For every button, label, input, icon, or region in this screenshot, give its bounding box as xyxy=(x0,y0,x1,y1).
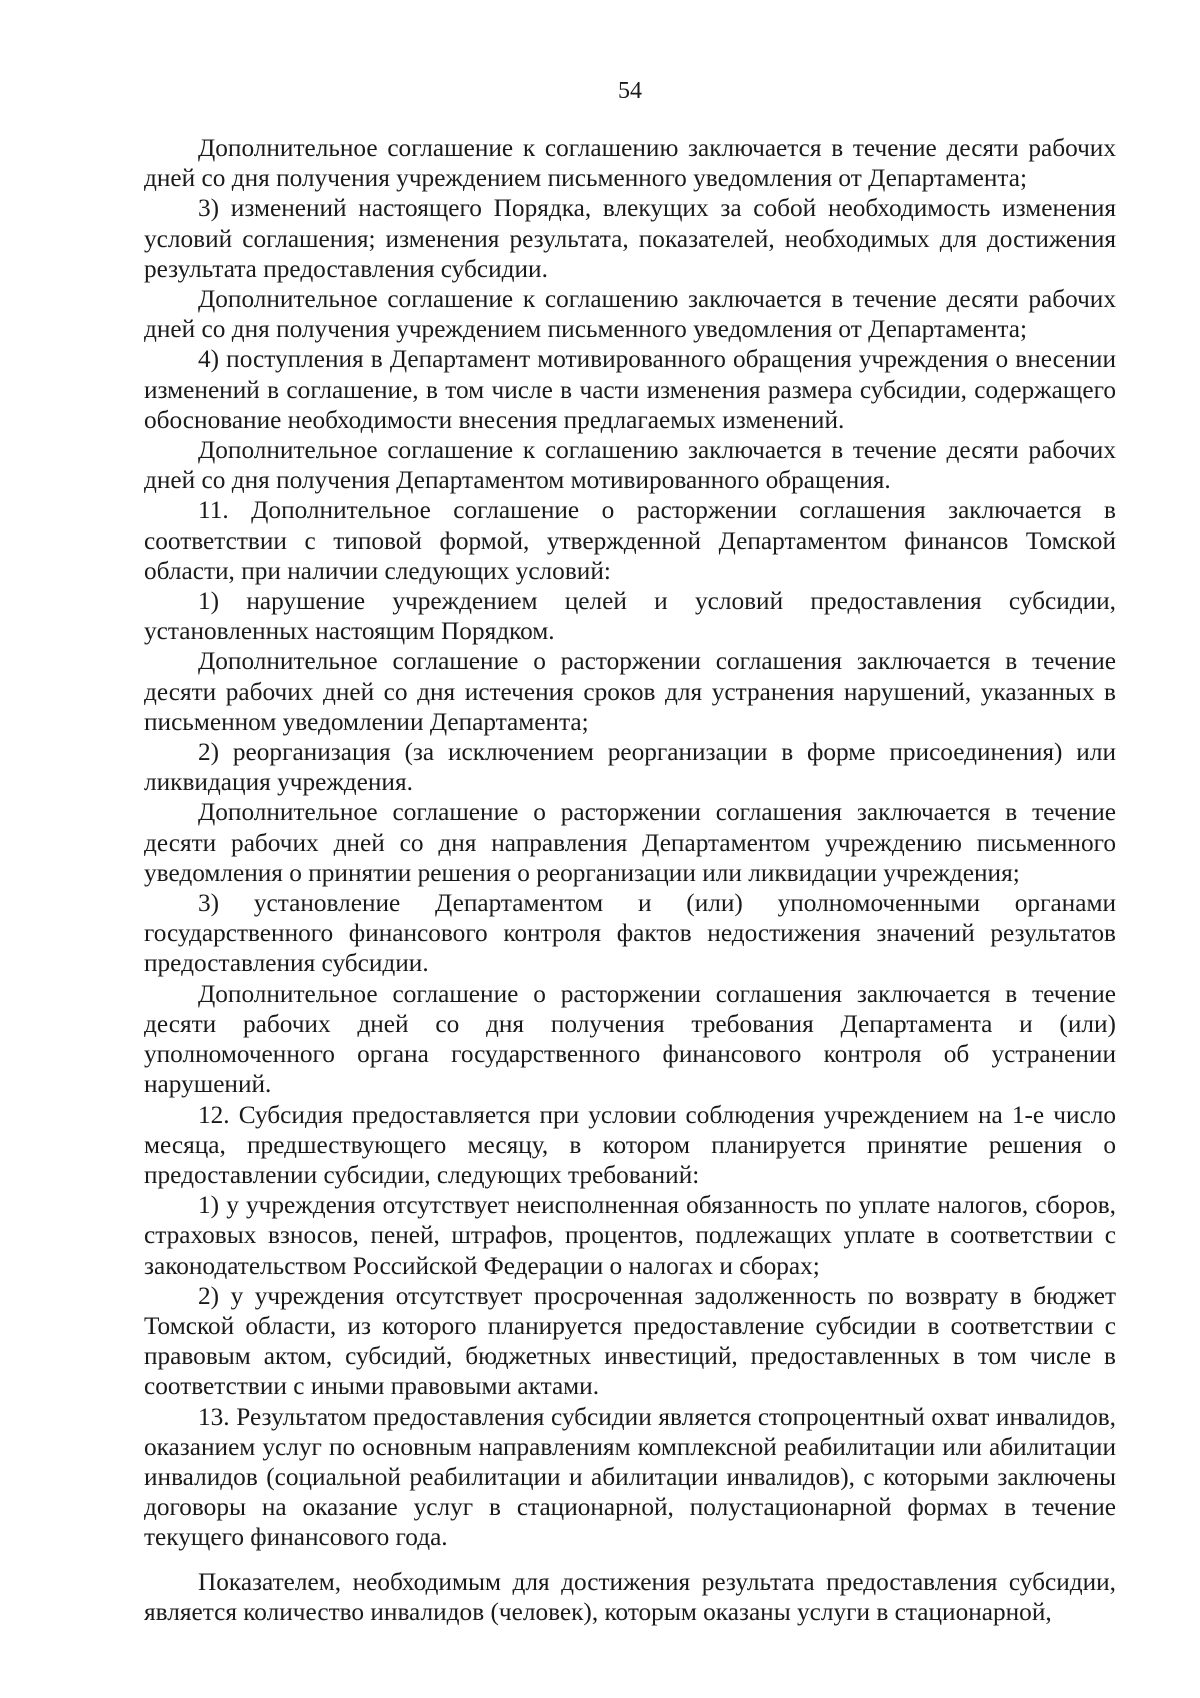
paragraph: 12. Субсидия предоставляется при условии соблюдения учреждением на 1-е число месяца, предшествующего месяцу, в котором планируется принятие решения о предоставлении субсидии, следующих требований: xyxy=(144,1100,1116,1189)
document-body xyxy=(144,133,1116,1627)
paragraph: Дополнительное соглашение к соглашению заключается в течение десяти рабочих дней со дня получения учреждением письменного уведомления от Департамента; xyxy=(144,134,1116,193)
paragraph: 1) нарушение учреждением целей и условий предоставления субсидии, установленных настоящим Порядком. xyxy=(144,587,1116,646)
paragraph: 11. Дополнительное соглашение о расторжении соглашения заключается в соответствии с типовой формой, утвержденной Департаментом финансов Томской области, при наличии следующих условий: xyxy=(144,496,1116,585)
paragraph: 4) поступления в Департамент мотивированного обращения учреждения о внесении изменений в соглашение, в том числе в части изменения размера субсидии, содержащего обоснование необходимости внесения предлагаемых изменений. xyxy=(144,345,1116,434)
paragraph: 13. Результатом предоставления субсидии является стопроцентный охват инвалидов, оказанием услуг по основным направлениям комплексной реабилитации или абилитации инвалидов (социальной реабилитации и абилитации инвалидов), с которыми заключены договоры на оказание услуг в стационарной, полустационарной формах в течение текущего финансового года. xyxy=(144,1402,1116,1552)
paragraph: Дополнительное соглашение к соглашению заключается в течение десяти рабочих дней со дня получения Департаментом мотивированного обращения. xyxy=(144,436,1116,495)
page-number: 54 xyxy=(618,78,642,104)
paragraph: 3) установление Департаментом и (или) уполномоченными органами государственного финансового контроля фактов недостижения значений результатов предоставления субсидии. xyxy=(144,889,1116,978)
paragraph: Дополнительное соглашение к соглашению заключается в течение десяти рабочих дней со дня получения учреждением письменного уведомления от Департамента; xyxy=(144,285,1116,344)
paragraph: 2) у учреждения отсутствует просроченная задолженность по возврату в бюджет Томской области, из которого планируется предоставление субсидии в соответствии с правовым актом, субсидий, бюджетных инвестиций, предоставленных в том числе в соответствии с иными правовыми актами. xyxy=(144,1281,1116,1401)
paragraph: 3) изменений настоящего Порядка, влекущих за собой необходимость изменения условий соглашения; изменения результата, показателей, необходимых для достижения результата предоставления субсидии. xyxy=(144,194,1116,283)
paragraph: 2) реорганизация (за исключением реорганизации в форме присоединения) или ликвидация учреждения. xyxy=(144,738,1116,797)
paragraph: 1) у учреждения отсутствует неисполненная обязанность по уплате налогов, сборов, страховых взносов, пеней, штрафов, процентов, подлежащих уплате в соответствии с законодательством Российской Федерации о налогах и сборах; xyxy=(144,1191,1116,1280)
paragraph: Показателем, необходимым для достижения результата предоставления субсидии, является количество инвалидов (человек), которым оказаны услуги в стационарной, xyxy=(144,1567,1116,1626)
paragraph: Дополнительное соглашение о расторжении соглашения заключается в течение десяти рабочих дней со дня получения требования Департамента и (или) уполномоченного органа государственного финансового контроля об устранении нарушений. xyxy=(144,979,1116,1099)
paragraph: Дополнительное соглашение о расторжении соглашения заключается в течение десяти рабочих дней со дня направления Департаментом учреждению письменного уведомления о принятии решения о реорганизации или ликвидации учреждения; xyxy=(144,798,1116,887)
paragraph: Дополнительное соглашение о расторжении соглашения заключается в течение десяти рабочих дней со дня истечения сроков для устранения нарушений, указанных в письменном уведомлении Департамента; xyxy=(144,647,1116,736)
